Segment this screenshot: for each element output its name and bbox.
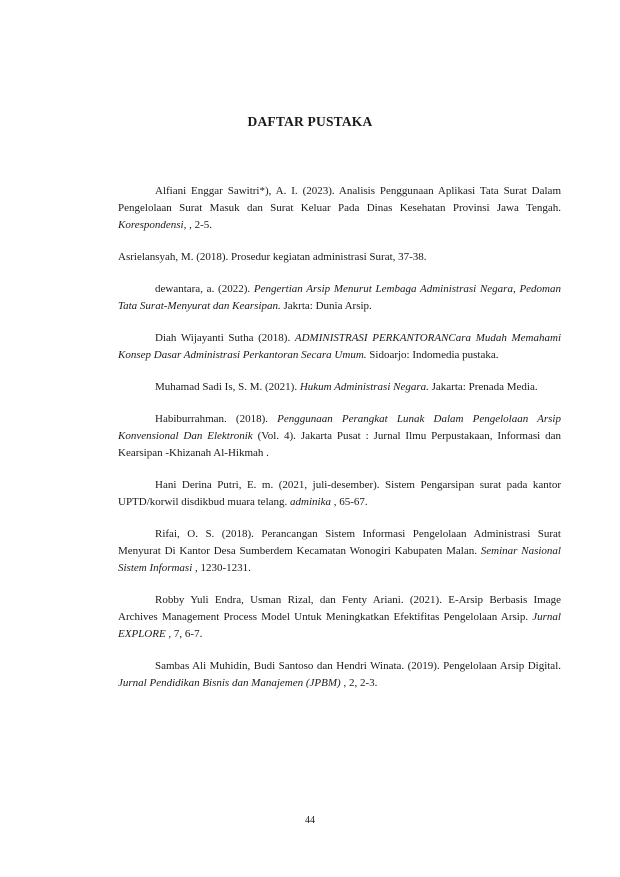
reference-entry: Sambas Ali Muhidin, Budi Santoso dan Hendri Winata. (2019). Pengelolaan Arsip Digital. Jurnal Pendidikan Bisnis dan Manajemen (JPBM) , 2, 2-3. xyxy=(118,660,561,689)
reference-list xyxy=(118,183,561,707)
reference-entry: Alfiani Enggar Sawitri*), A. I. (2023). Analisis Penggunaan Aplikasi Tata Surat Dalam Pengelolaan Surat Masuk dan Surat Keluar Pada Dinas Kesehatan Provinsi Jawa Tengah. Korespondensi, , 2-5. xyxy=(118,185,561,231)
reference-entry: Rifai, O. S. (2018). Perancangan Sistem Informasi Pengelolaan Administrasi Surat Menyurat Di Kantor Desa Sumberdem Kecamatan Wonogiri Kabupaten Malan. Seminar Nasional Sistem Informasi , 1230-1231. xyxy=(118,528,561,574)
reference-entry: dewantara, a. (2022). Pengertian Arsip Menurut Lembaga Administrasi Negara, Pedoman Tata Surat-Menyurat dan Kearsipan. Jakrta: Dunia Arsip. xyxy=(118,283,561,312)
reference-entry: Habiburrahman. (2018). Penggunaan Perangkat Lunak Dalam Pengelolaan Arsip Konvensional Dan Elektronik (Vol. 4). Jakarta Pusat : Jurnal Ilmu Perpustakaan, Informasi dan Kearsipan -Khizanah Al-Hikmah . xyxy=(118,413,561,459)
page-title: DAFTAR PUSTAKA xyxy=(247,114,373,129)
reference-entry: Hani Derina Putri, E. m. (2021, juli-desember). Sistem Pengarsipan surat pada kantor UPTD/korwil disdikbud muara telang. adminika , 65-67. xyxy=(118,479,561,508)
page-number: 44 xyxy=(305,815,315,826)
reference-entry: Asrielansyah, M. (2018). Prosedur kegiatan administrasi Surat, 37-38. xyxy=(118,251,427,263)
reference-entry: Robby Yuli Endra, Usman Rizal, dan Fenty Ariani. (2021). E-Arsip Berbasis Image Archives Management Process Model Untuk Meningkatkan Efektifitas Pengelolaan Arsip. Jurnal EXPLORE , 7, 6-7. xyxy=(118,594,561,640)
reference-entry: Muhamad Sadi Is, S. M. (2021). Hukum Administrasi Negara. Jakarta: Prenada Media. xyxy=(155,381,538,393)
reference-entry: Diah Wijayanti Sutha (2018). ADMINISTRASI PERKANTORANCara Mudah Memahami Konsep Dasar Administrasi Perkantoran Secara Umum. Sidoarjo: Indomedia pustaka. xyxy=(118,332,562,361)
